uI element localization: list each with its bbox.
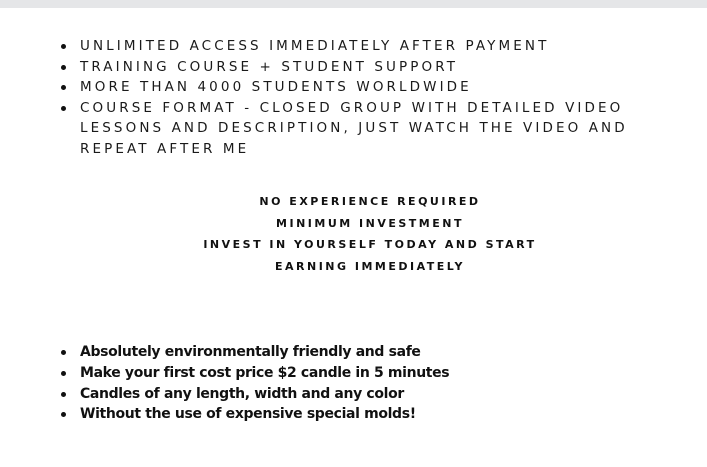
highlights-block (0, 191, 707, 278)
bullet-icon (61, 85, 66, 90)
list-item-text: COURSE FORMAT - CLOSED GROUP WITH DETAILED VIDEO LESSONS AND DESCRIPTION, JUST WATCH THE VIDEO AND REPEAT AFTER ME (80, 99, 628, 157)
list-item-text: Make your first cost price $2 candle in 5 minutes (80, 364, 450, 381)
highlight-line: MINIMUM INVESTMENT (276, 216, 464, 230)
bullet-icon (61, 65, 66, 70)
bullet-icon (61, 371, 66, 376)
bullet-icon (61, 44, 66, 49)
list-item-text: UNLIMITED ACCESS IMMEDIATELY AFTER PAYMENT (80, 38, 550, 54)
bullet-icon (61, 392, 66, 397)
bullet-icon (61, 106, 66, 111)
course-benefits-list (54, 36, 694, 159)
list-item (54, 77, 694, 98)
list-item (54, 384, 654, 405)
list-item-text: MORE THAN 4000 STUDENTS WORLDWIDE (80, 79, 472, 95)
list-item (54, 57, 694, 78)
highlight-line: NO EXPERIENCE REQUIRED (259, 195, 481, 208)
top-divider-bar (0, 0, 707, 8)
highlight-line: INVEST IN YOURSELF TODAY AND START (203, 238, 537, 252)
list-item-text: Candles of any length, width and any color (80, 385, 404, 402)
list-item (54, 98, 694, 160)
list-item (54, 36, 694, 57)
bullet-icon (61, 350, 66, 355)
bullet-icon (61, 412, 66, 417)
candle-features-list (54, 342, 654, 425)
highlight-line: EARNING IMMEDIATELY (274, 260, 466, 274)
list-item-text: Without the use of expensive special molds! (80, 406, 416, 423)
list-item-text: Absolutely environmentally friendly and safe (80, 344, 421, 360)
list-item (54, 363, 654, 384)
list-item (54, 342, 654, 363)
list-item-text: TRAINING COURSE + STUDENT SUPPORT (80, 58, 459, 75)
list-item (54, 404, 654, 425)
